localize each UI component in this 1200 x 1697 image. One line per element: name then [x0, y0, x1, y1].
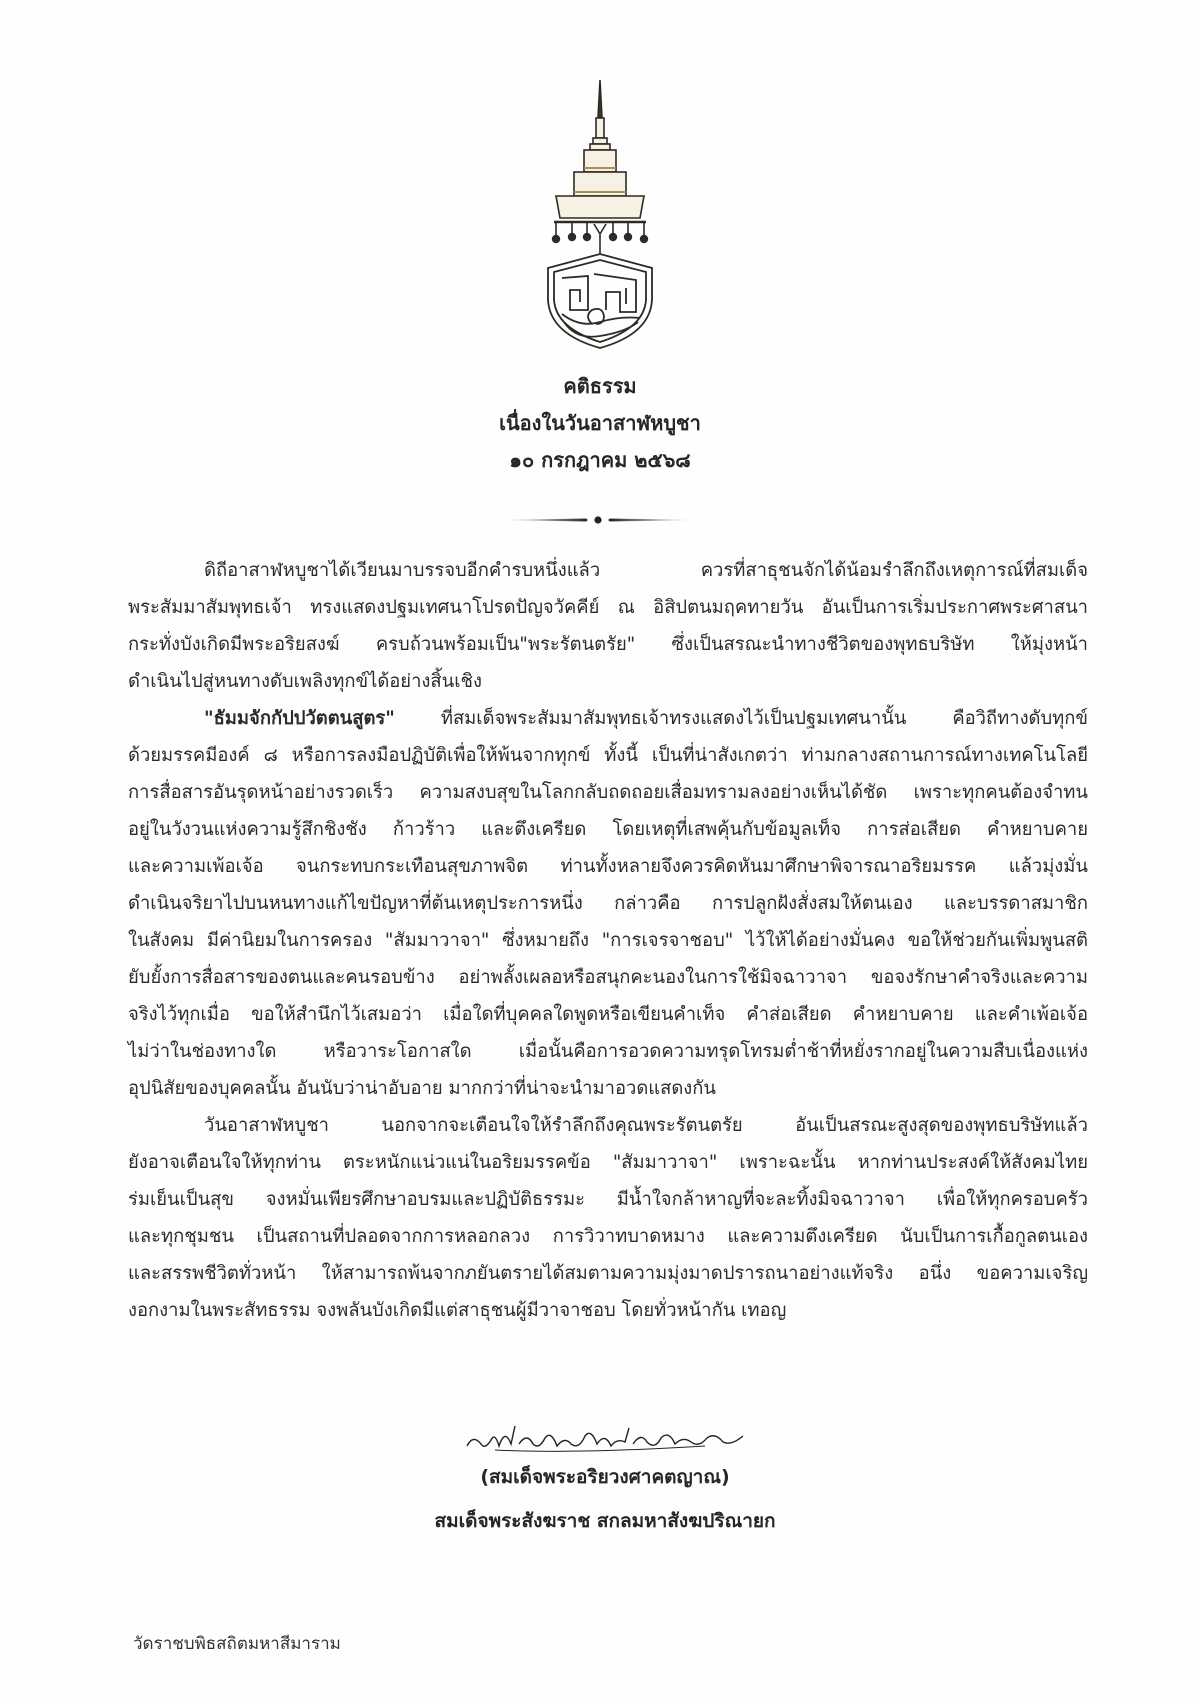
text-line: อยู่ในวังวนแห่งความรู้สึกชิงชัง ก้าวร้าว และตึงเครียด โดยเหตุที่เสพคุ้นกับข้อมูลเท็จ การส่อเสียด คำหยาบคาย: [128, 819, 1088, 840]
text-line: และทุกชุมชน เป็นสถานที่ปลอดจากการหลอกลวง การวิวาทบาดหมาง และความตึงเครียด นับเป็นการเกื้อกูลตนเอง: [128, 1226, 1088, 1247]
text-line: พระสัมมาสัมพุทธเจ้า ทรงแสดงปฐมเทศนาโปรดปัญจวัคคีย์ ณ อิสิปตนมฤคทายวัน อันเป็นการเริ่มประกาศพระศาสนา: [128, 597, 1088, 618]
text-line: อุปนิสัยของบุคคลนั้น อันนับว่าน่าอับอาย มากกว่าที่น่าจะนำมาอวดแสดงกัน: [128, 1078, 716, 1099]
text-line: วันอาสาฬหบูชา นอกจากจะเตือนใจให้รำลึกถึงคุณพระรัตนตรัย อันเป็นสรณะสูงสุดของพุทธบริษัทแล้ว: [204, 1115, 1088, 1136]
document-title: คติธรรม: [563, 374, 637, 398]
signatory-name: (สมเด็จพระอริยวงศาคตญาณ): [480, 1466, 730, 1488]
sutta-name: "ธัมมจักกัปปวัตตนสูตร": [204, 708, 395, 729]
title-block: [300, 368, 900, 479]
text-line: ในสังคม มีค่านิยมในการครอง "สัมมาวาจา" ซึ่งหมายถึง "การเจรจาชอบ" ไว้ให้ได้อย่างมั่นคง ขอให้ช่วยกันเพิ่มพูนสติ: [128, 930, 1088, 951]
text-line: ร่มเย็นเป็นสุข จงหมั่นเพียรศึกษาอบรมและปฏิบัติธรรมะ มีน้ำใจกล้าหาญที่จะละทิ้งมิจฉาวาจา เพื่อให้ทุกครอบครัว: [128, 1189, 1088, 1210]
paragraph-3: [128, 1107, 1088, 1329]
text-line: ดำเนินไปสู่หนทางดับเพลิงทุกข์ได้อย่างสิ้นเชิง: [128, 671, 482, 692]
text-line: ยับยั้งการสื่อสารของตนและคนรอบข้าง อย่าพลั้งเผลอหรือสนุกคะนองในการใช้มิจฉาวาจา ขอจงรักษาคำจริงและความ: [128, 967, 1088, 988]
text-span: ที่สมเด็จพระสัมมาสัมพุทธเจ้าทรงแสดงไว้เป็นปฐมเทศนานั้น คือวิถีทางดับทุกข์: [394, 708, 1088, 729]
ornamental-divider-icon: [500, 512, 696, 528]
text-line: กระทั่งบังเกิดมีพระอริยสงฆ์ ครบถ้วนพร้อมเป็น"พระรัตนตรัย" ซึ่งเป็นสรณะนำทางชีวิตของพุทธบริษัท ให้มุ่งหน้า: [128, 634, 1088, 655]
document-date: ๑๐ กรกฎาคม ๒๕๖๘: [509, 448, 691, 472]
text-line: ดำเนินจริยาไปบนหนทางแก้ไขปัญหาที่ต้นเหตุประการหนึ่ง กล่าวคือ การปลูกฝังสั่งสมให้ตนเอง และบรรดาสมาชิก: [128, 893, 1088, 914]
text-line: งอกงามในพระสัทธรรม จงพลันบังเกิดมีแต่สาธุชนผู้มีวาจาชอบ โดยทั่วหน้ากัน เทอญ: [128, 1300, 787, 1321]
text-line: ดิถีอาสาฬหบูชาได้เวียนมาบรรจบอีกคำรบหนึ่งแล้ว ควรที่สาธุชนจักได้น้อมรำลึกถึงเหตุการณ์ที่สมเด็จ: [204, 560, 1088, 581]
text-line: และสรรพชีวิตทั่วหน้า ให้สามารถพ้นจากภยันตรายได้สมตามความมุ่งมาดปรารถนาอย่างแท้จริง อนึ่ง ขอความเจริญ: [128, 1263, 1088, 1284]
text-line: [128, 700, 1088, 737]
document-body: [128, 552, 1088, 1329]
text-line: ด้วยมรรคมีองค์ ๘ หรือการลงมือปฏิบัติเพื่อให้พ้นจากทุกข์ ทั้งนี้ เป็นที่น่าสังเกตว่า ท่ามกลางสถานการณ์ทางเทคโนโลยี: [128, 745, 1088, 766]
signature-block: [380, 1420, 830, 1536]
paragraph-2: [128, 700, 1088, 1107]
supreme-patriarch-emblem-icon: [540, 78, 660, 350]
text-line: การสื่อสารอันรุดหน้าอย่างรวดเร็ว ความสงบสุขในโลกกลับถดถอยเสื่อมทรามลงอย่างเห็นได้ชัด เพราะทุกคนต้องจำทน: [128, 782, 1088, 803]
issuing-temple: วัดราชบพิธสถิตมหาสีมาราม: [133, 1634, 341, 1654]
paragraph-1: [128, 552, 1088, 700]
text-line: จริงไว้ทุกเมื่อ ขอให้สำนึกไว้เสมอว่า เมื่อใดที่บุคคลใดพูดหรือเขียนคำเท็จ คำส่อเสียด คำหยาบคาย และคำเพ้อเจ้อ: [128, 1004, 1088, 1025]
text-line: และความเพ้อเจ้อ จนกระทบกระเทือนสุขภาพจิต ท่านทั้งหลายจึงควรคิดหันมาศึกษาพิจารณาอริยมรรค แล้วมุ่งมั่น: [128, 856, 1088, 877]
handwritten-signature-icon: [455, 1420, 755, 1460]
text-line: ไม่ว่าในช่องทางใด หรือวาระโอกาสใด เมื่อนั้นคือการอวดความทรุดโทรมต่ำช้าที่หยั่งรากอยู่ในความสืบเนื่องแห่ง: [128, 1041, 1088, 1062]
signatory-title: สมเด็จพระสังฆราช สกลมหาสังฆปริณายก: [434, 1510, 776, 1532]
document-subtitle: เนื่องในวันอาสาฬหบูชา: [499, 411, 701, 435]
text-line: ยังอาจเตือนใจให้ทุกท่าน ตระหนักแน่วแน่ในอริยมรรคข้อ "สัมมาวาจา" เพราะฉะนั้น หากท่านประสงค์ให้สังคมไทย: [128, 1152, 1088, 1173]
